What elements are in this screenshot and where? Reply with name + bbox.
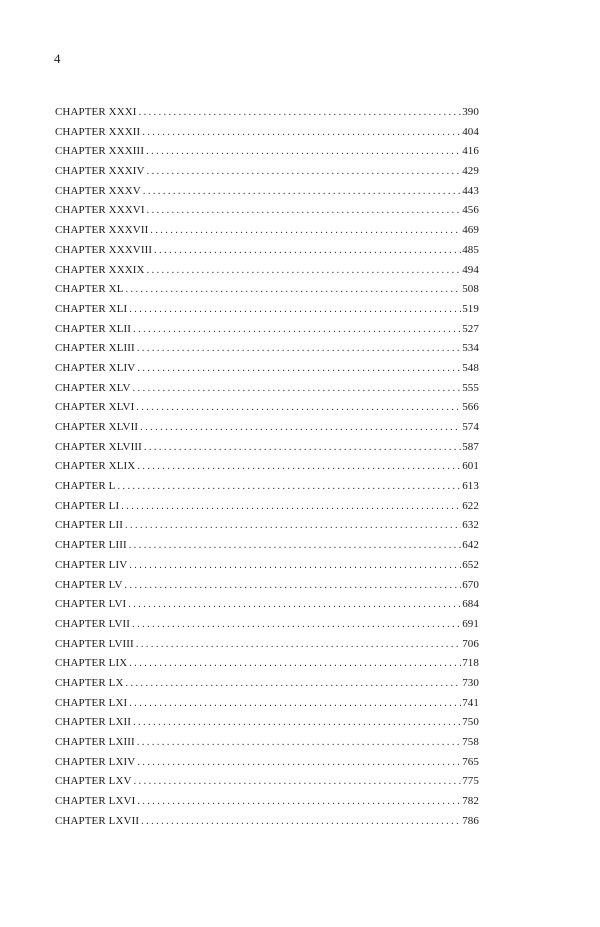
chapter-title: CHAPTER XXXV: [55, 184, 141, 197]
chapter-page-number: 670: [462, 578, 479, 591]
toc-entry[interactable]: [55, 441, 479, 461]
chapter-page-number: 494: [462, 263, 479, 276]
dot-leader: [139, 107, 462, 118]
dot-leader: [137, 343, 461, 354]
toc-entry[interactable]: [55, 401, 479, 421]
chapter-title: CHAPTER LXIV: [55, 755, 136, 768]
toc-entry[interactable]: [55, 736, 479, 756]
dot-leader: [128, 599, 461, 610]
chapter-title: CHAPTER LIII: [55, 539, 127, 552]
chapter-title: CHAPTER LI: [55, 499, 120, 512]
chapter-title: CHAPTER XLVII: [55, 421, 139, 433]
dot-leader: [147, 205, 462, 216]
toc-entry[interactable]: [55, 342, 479, 362]
chapter-page-number: 691: [462, 617, 479, 630]
dot-leader: [126, 678, 462, 689]
chapter-page-number: 527: [462, 322, 479, 335]
dot-leader: [147, 265, 462, 276]
chapter-title: CHAPTER L: [55, 480, 116, 493]
chapter-page-number: 632: [462, 519, 479, 532]
dot-leader: [136, 402, 461, 413]
dot-leader: [154, 245, 461, 256]
dot-leader: [129, 698, 461, 709]
chapter-page-number: 613: [462, 480, 479, 493]
toc-entry[interactable]: [55, 362, 479, 382]
chapter-page-number: 390: [462, 106, 479, 118]
toc-entry[interactable]: [55, 638, 479, 658]
toc-entry[interactable]: [55, 283, 479, 303]
dot-leader: [121, 501, 461, 512]
table-of-contents: [55, 106, 479, 834]
chapter-title: CHAPTER XLI: [55, 302, 128, 315]
dot-leader: [146, 146, 461, 157]
toc-entry[interactable]: [55, 579, 479, 599]
toc-entry[interactable]: [55, 500, 479, 520]
chapter-page-number: 574: [462, 421, 479, 433]
toc-entry[interactable]: [55, 677, 479, 697]
chapter-title: CHAPTER XLVIII: [55, 440, 142, 453]
chapter-title: CHAPTER LXI: [55, 696, 128, 709]
chapter-title: CHAPTER XXXII: [55, 125, 141, 138]
chapter-page-number: 534: [462, 342, 479, 355]
chapter-title: CHAPTER XL: [55, 283, 124, 296]
dot-leader: [143, 186, 461, 197]
chapter-title: CHAPTER LXVI: [55, 795, 136, 808]
chapter-title: CHAPTER XLII: [55, 322, 132, 335]
dot-leader: [137, 757, 461, 768]
chapter-title: CHAPTER XLIV: [55, 361, 136, 374]
toc-entry[interactable]: [55, 519, 479, 539]
chapter-page-number: 548: [462, 361, 479, 374]
toc-entry[interactable]: [55, 421, 479, 441]
toc-entry[interactable]: [55, 145, 479, 165]
dot-leader: [142, 127, 461, 138]
dot-leader: [133, 324, 461, 335]
toc-entry[interactable]: [55, 165, 479, 185]
chapter-title: CHAPTER LVI: [55, 598, 127, 611]
dot-leader: [137, 796, 461, 807]
chapter-title: CHAPTER LXIII: [55, 736, 135, 748]
chapter-title: CHAPTER LXV: [55, 775, 132, 788]
chapter-title: CHAPTER LVIII: [55, 637, 134, 650]
chapter-title: CHAPTER LII: [55, 519, 124, 532]
chapter-title: CHAPTER XXXVII: [55, 224, 149, 237]
dot-leader: [132, 619, 461, 630]
dot-leader: [147, 166, 462, 177]
dot-leader: [118, 481, 462, 492]
chapter-title: CHAPTER XLIX: [55, 460, 136, 473]
chapter-title: CHAPTER LVII: [55, 617, 131, 630]
toc-entry[interactable]: [55, 204, 479, 224]
dot-leader: [140, 422, 461, 433]
chapter-page-number: 786: [462, 814, 479, 827]
dot-leader: [137, 737, 461, 748]
chapter-title: CHAPTER XXXIII: [55, 145, 145, 158]
chapter-title: CHAPTER XXXI: [55, 106, 137, 118]
chapter-title: CHAPTER LXVII: [55, 814, 140, 827]
chapter-title: CHAPTER LIX: [55, 657, 128, 670]
dot-leader: [125, 580, 462, 591]
dot-leader: [129, 540, 461, 551]
chapter-page-number: 642: [462, 539, 479, 552]
toc-entry[interactable]: [55, 480, 479, 500]
toc-entry[interactable]: [55, 382, 479, 402]
dot-leader: [141, 816, 461, 827]
dot-leader: [144, 442, 461, 453]
dot-leader: [136, 639, 461, 650]
toc-entry[interactable]: [55, 598, 479, 618]
dot-leader: [134, 776, 462, 787]
chapter-page-number: 706: [462, 637, 479, 650]
chapter-title: CHAPTER LV: [55, 578, 123, 591]
dot-leader: [129, 304, 461, 315]
toc-entry[interactable]: [55, 460, 479, 480]
chapter-page-number: 741: [462, 696, 479, 709]
toc-entry[interactable]: [55, 264, 479, 284]
chapter-page-number: 519: [462, 302, 479, 315]
dot-leader: [133, 383, 462, 394]
dot-leader: [137, 363, 461, 374]
toc-entry[interactable]: [55, 185, 479, 205]
chapter-title: CHAPTER XLIII: [55, 342, 135, 355]
chapter-page-number: 758: [462, 736, 479, 748]
chapter-title: CHAPTER XLVI: [55, 401, 135, 414]
toc-entry[interactable]: [55, 323, 479, 343]
chapter-page-number: 508: [462, 283, 479, 296]
chapter-page-number: 652: [462, 558, 479, 571]
chapter-title: CHAPTER LX: [55, 676, 124, 689]
chapter-title: CHAPTER XXXVI: [55, 204, 145, 217]
chapter-title: CHAPTER XXXIX: [55, 263, 145, 276]
toc-entry[interactable]: [55, 795, 479, 815]
toc-entry[interactable]: [55, 106, 479, 126]
toc-entry[interactable]: [55, 697, 479, 717]
toc-entry[interactable]: [55, 244, 479, 264]
chapter-page-number: 555: [462, 381, 479, 394]
chapter-page-number: 416: [462, 145, 479, 158]
dot-leader: [129, 658, 461, 669]
chapter-page-number: 456: [462, 204, 479, 217]
chapter-title: CHAPTER XXXVIII: [55, 243, 153, 256]
dot-leader: [129, 560, 461, 571]
chapter-page-number: 730: [462, 676, 479, 689]
chapter-page-number: 782: [462, 795, 479, 808]
chapter-page-number: 718: [462, 657, 479, 670]
toc-entry[interactable]: [55, 756, 479, 776]
chapter-title: CHAPTER XXXIV: [55, 165, 145, 178]
chapter-title: CHAPTER LIV: [55, 558, 128, 571]
dot-leader: [150, 225, 461, 236]
dot-leader: [137, 461, 461, 472]
chapter-page-number: 429: [462, 165, 479, 178]
toc-entry[interactable]: [55, 716, 479, 736]
dot-leader: [126, 284, 462, 295]
chapter-page-number: 684: [462, 598, 479, 611]
dot-leader: [133, 717, 461, 728]
chapter-title: CHAPTER XLV: [55, 381, 131, 394]
chapter-page-number: 601: [462, 460, 479, 473]
chapter-page-number: 404: [462, 125, 479, 138]
chapter-page-number: 443: [462, 184, 479, 197]
chapter-page-number: 765: [462, 755, 479, 768]
toc-entry[interactable]: [55, 618, 479, 638]
chapter-page-number: 566: [462, 401, 479, 414]
chapter-page-number: 485: [462, 243, 479, 256]
toc-entry[interactable]: [55, 303, 479, 323]
toc-entry[interactable]: [55, 539, 479, 559]
chapter-title: CHAPTER LXII: [55, 716, 132, 729]
chapter-page-number: 587: [462, 440, 479, 453]
page-number: 4: [54, 51, 61, 66]
toc-entry[interactable]: [55, 657, 479, 677]
chapter-page-number: 622: [462, 499, 479, 512]
chapter-page-number: 750: [462, 716, 479, 729]
toc-entry[interactable]: [55, 775, 479, 795]
toc-entry[interactable]: [55, 126, 479, 146]
dot-leader: [125, 520, 461, 531]
toc-entry[interactable]: [55, 559, 479, 579]
chapter-page-number: 469: [462, 224, 479, 237]
toc-entry[interactable]: [55, 815, 479, 835]
toc-entry[interactable]: [55, 224, 479, 244]
chapter-page-number: 775: [462, 775, 479, 788]
